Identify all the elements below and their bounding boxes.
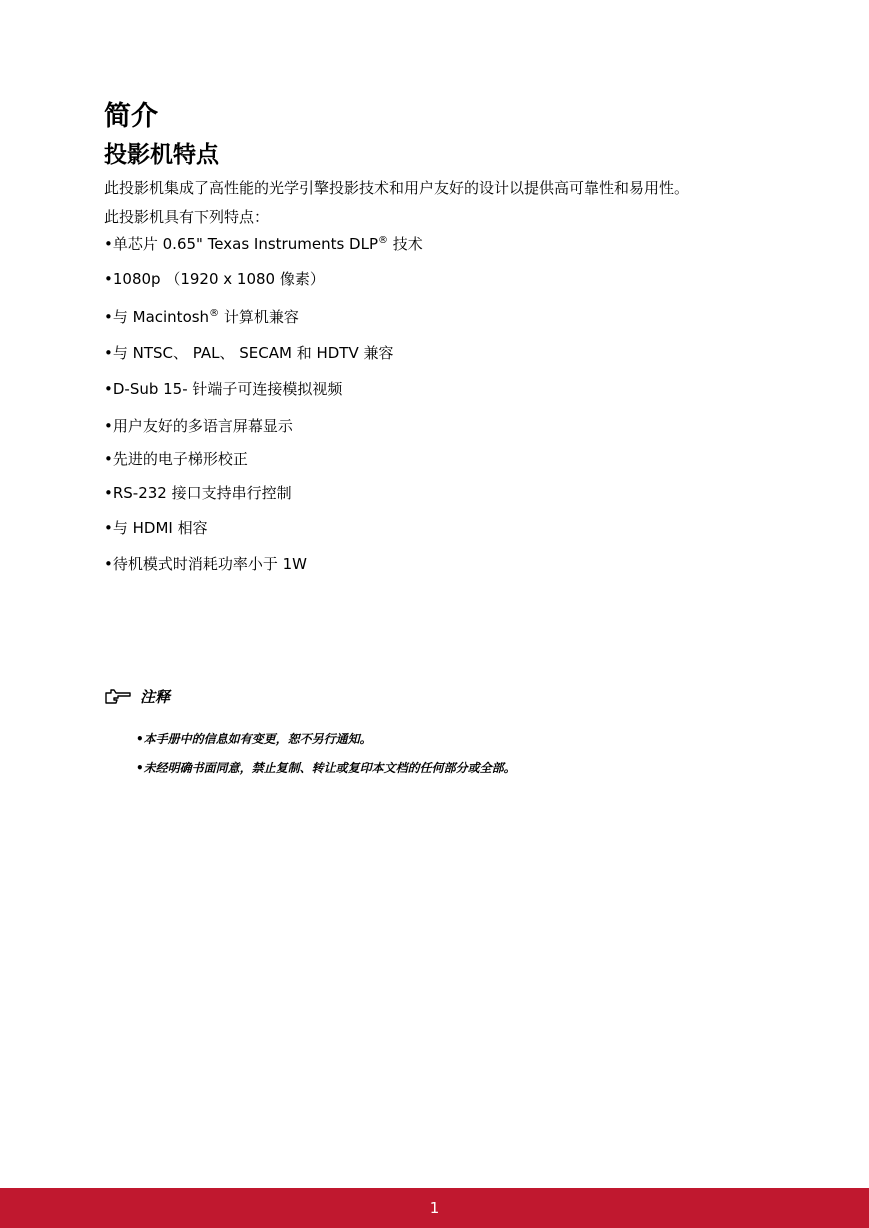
note-item: • 未经明确书面同意，禁止复制、转让或复印本文档的任何部分或全部。 xyxy=(136,754,804,783)
section-title: 投影机特点 xyxy=(104,142,219,168)
page-title: 简介 xyxy=(104,101,158,132)
feature-item: • 单芯片 0.65" Texas Instruments DLP® 技术 xyxy=(104,234,784,255)
feature-item: • 先进的电子梯形校正 xyxy=(104,449,784,470)
main-content xyxy=(104,98,784,575)
pointing-hand-icon xyxy=(104,687,132,707)
feature-item: • 用户友好的多语言屏幕显示 xyxy=(104,416,784,437)
feature-item: • 与 NTSC、 PAL、 SECAM 和 HDTV 兼容 xyxy=(104,343,784,364)
feature-item: • 与 Macintosh® 计算机兼容 xyxy=(104,307,784,328)
note-section xyxy=(104,686,804,783)
feature-item: • D-Sub 15- 针端子可连接模拟视频 xyxy=(104,379,784,400)
feature-item: • RS-232 接口支持串行控制 xyxy=(104,483,784,504)
page-footer xyxy=(0,1188,869,1228)
feature-list xyxy=(104,234,784,575)
note-list xyxy=(136,725,804,783)
feature-item: • 1080p （1920 x 1080 像素） xyxy=(104,269,784,290)
feature-item: • 待机模式时消耗功率小于 1W xyxy=(104,554,784,575)
features-intro: 此投影机具有下列特点： xyxy=(104,208,270,226)
feature-item: • 与 HDMI 相容 xyxy=(104,518,784,539)
note-header xyxy=(104,686,804,707)
note-title: 注释 xyxy=(140,688,171,706)
intro-paragraph: 此投影机集成了高性能的光学引擎投影技术和用户友好的设计以提供高可靠性和易用性。 xyxy=(104,179,690,197)
note-item: • 本手册中的信息如有变更，恕不另行通知。 xyxy=(136,725,804,754)
page-number: 1 xyxy=(429,1199,440,1217)
